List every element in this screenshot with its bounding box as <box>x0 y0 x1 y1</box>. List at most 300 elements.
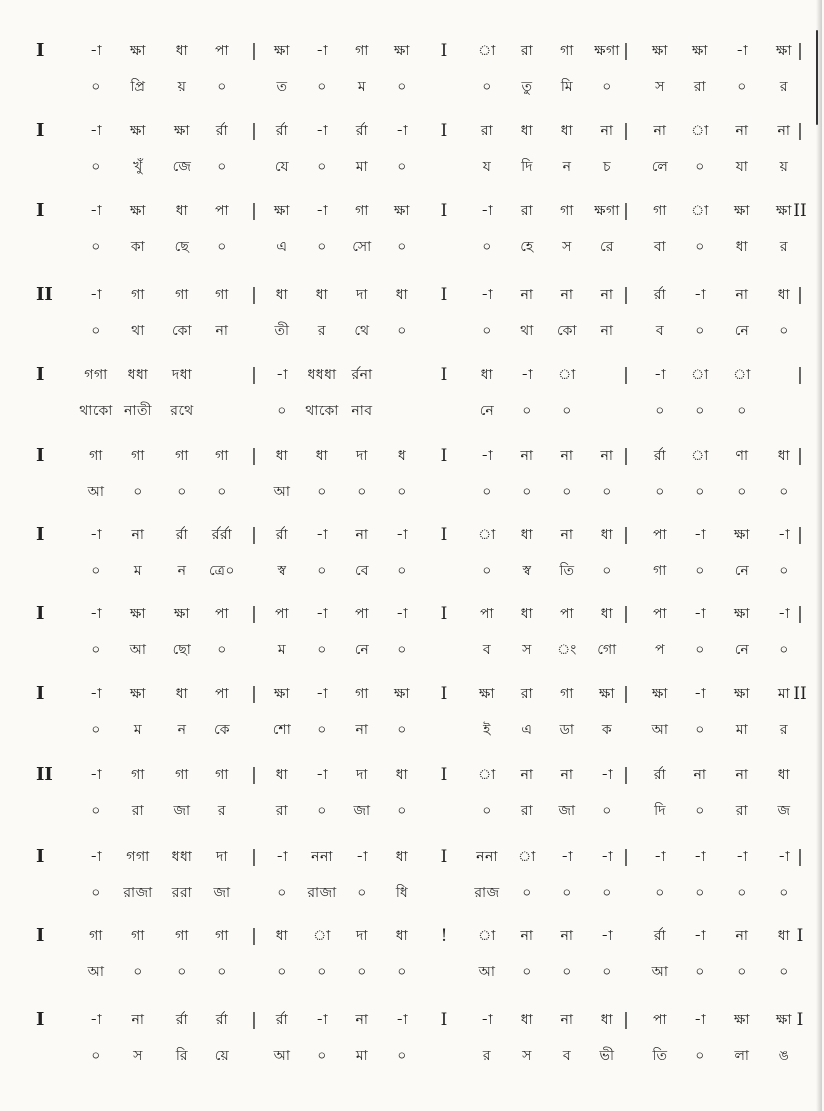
notation-line <box>0 601 824 671</box>
lyric-syllable: ০ <box>317 1048 327 1064</box>
notation-line <box>0 362 824 432</box>
lyric-syllable: থা <box>131 323 145 339</box>
lyric-syllable: ০ <box>737 885 747 901</box>
swara-note: পা <box>652 606 668 622</box>
notation-line <box>0 844 824 914</box>
lyric-row <box>0 479 824 505</box>
lyric-syllable: সো <box>352 239 372 255</box>
swara-note: রা <box>520 43 534 59</box>
lyric-syllable: তী <box>274 323 290 339</box>
bar-line: | <box>251 285 257 305</box>
swara-note: র্রা <box>215 1012 229 1028</box>
swara-note: ধা <box>275 767 289 783</box>
swara-note: না <box>560 527 574 543</box>
swara-note: -া <box>693 606 707 622</box>
lyric-syllable: ব <box>562 1048 572 1064</box>
lyric-syllable: আ <box>478 964 496 980</box>
swara-note: গা <box>175 448 189 464</box>
lyric-syllable: রা <box>275 803 289 819</box>
lyric-syllable: ০ <box>779 484 789 500</box>
swara-note: ধা <box>600 606 614 622</box>
swara-note: ধা <box>777 448 791 464</box>
swara-note: দধা <box>171 367 193 383</box>
lyric-syllable: ০ <box>602 563 612 579</box>
bar-line: I <box>440 525 448 545</box>
lyric-row <box>0 234 824 260</box>
bar-line: | <box>251 201 257 221</box>
line-start-mark: I <box>36 200 45 221</box>
swara-note: ক্ষা <box>394 203 410 219</box>
lyric-syllable: তি <box>559 563 575 579</box>
swara-note: রা <box>520 686 534 702</box>
lyric-syllable: ০ <box>357 964 367 980</box>
lyric-syllable: থা <box>520 323 534 339</box>
bar-line: | <box>623 847 629 867</box>
swara-note: গা <box>215 287 229 303</box>
lyric-syllable: রা <box>693 79 707 95</box>
swara-note: -া <box>777 849 791 865</box>
swara-note: ক্ষা <box>130 43 146 59</box>
swara-note: গগা <box>84 367 108 383</box>
line-start-mark: II <box>36 764 53 785</box>
swara-note: -া <box>693 849 707 865</box>
swara-note: না <box>355 1012 369 1028</box>
swara-note: না <box>600 123 614 139</box>
swara-note: ধা <box>395 287 409 303</box>
bar-line: | <box>797 847 803 867</box>
lyric-syllable: ০ <box>277 885 287 901</box>
swara-note: না <box>777 123 791 139</box>
swara-note: না <box>520 448 534 464</box>
lyric-syllable: ০ <box>317 642 327 658</box>
swara-note: গা <box>215 928 229 944</box>
lyric-syllable: র <box>779 239 789 255</box>
lyric-syllable: ০ <box>695 964 705 980</box>
swara-note: ক্ষা <box>652 43 668 59</box>
lyric-syllable: ০ <box>695 722 705 738</box>
lyric-syllable: ০ <box>397 722 407 738</box>
lyric-syllable: র <box>317 323 327 339</box>
lyric-syllable: ০ <box>602 803 612 819</box>
lyric-syllable: জা <box>213 885 231 901</box>
bar-line: | <box>251 365 257 385</box>
lyric-syllable: ম <box>277 642 287 658</box>
bar-line: | <box>623 285 629 305</box>
swara-note: রা <box>480 123 494 139</box>
notation-line <box>0 681 824 751</box>
swara-note: র্রা <box>275 1012 289 1028</box>
swara-note: ধা <box>175 43 189 59</box>
swara-note: -া <box>89 1012 103 1028</box>
lyric-syllable: ত্রে০ <box>208 563 236 579</box>
lyric-syllable: কা <box>130 239 146 255</box>
swara-note: গা <box>175 287 189 303</box>
lyric-syllable: লে <box>651 159 669 175</box>
lyric-syllable: ০ <box>737 484 747 500</box>
lyric-syllable: ০ <box>695 1048 705 1064</box>
swara-note: -া <box>89 123 103 139</box>
lyric-row <box>0 154 824 180</box>
lyric-syllable: ০ <box>317 159 327 175</box>
bar-line: | <box>797 285 803 305</box>
lyric-syllable: ০ <box>482 79 492 95</box>
swara-note: ধা <box>275 287 289 303</box>
lyric-syllable: জা <box>353 803 371 819</box>
swara-note: গগা <box>126 849 150 865</box>
lyric-row <box>0 717 824 743</box>
swara-note: ধা <box>175 203 189 219</box>
lyric-syllable: ০ <box>482 239 492 255</box>
bar-line: | <box>797 121 803 141</box>
swara-note: া <box>691 367 709 383</box>
bar-line: I <box>440 604 448 624</box>
swara-note: ধা <box>520 1012 534 1028</box>
swara-note: রা <box>520 203 534 219</box>
bar-line: I <box>796 926 804 946</box>
bar-line: | <box>251 926 257 946</box>
lyric-syllable: আ <box>651 964 669 980</box>
lyric-row <box>0 798 824 824</box>
lyric-syllable: ০ <box>562 484 572 500</box>
lyric-syllable: রাজ <box>474 885 500 901</box>
notation-line <box>0 118 824 188</box>
line-start-mark: I <box>36 120 45 141</box>
swara-note: -া <box>480 203 494 219</box>
swara-note: ননা <box>311 849 333 865</box>
lyric-syllable: কো <box>171 323 193 339</box>
lyric-syllable: আ <box>273 484 291 500</box>
swara-note: -া <box>89 43 103 59</box>
swara-note: না <box>735 928 749 944</box>
lyric-syllable: ০ <box>397 1048 407 1064</box>
lyric-syllable: ভী <box>599 1048 615 1064</box>
swara-note: ধধা <box>127 367 149 383</box>
swara-note: না <box>735 767 749 783</box>
swara-note: -া <box>315 686 329 702</box>
swara-note: দা <box>356 928 368 944</box>
lyric-syllable: রাজা <box>307 885 337 901</box>
swara-note: ধা <box>395 928 409 944</box>
swara-note: া <box>691 448 709 464</box>
lyric-syllable: ০ <box>779 323 789 339</box>
swara-note: না <box>355 527 369 543</box>
lyric-syllable: ০ <box>482 803 492 819</box>
swara-note: দা <box>356 287 368 303</box>
lyric-syllable: ০ <box>695 403 705 419</box>
lyric-syllable: ০ <box>91 803 101 819</box>
lyric-syllable: ০ <box>602 79 612 95</box>
lyric-syllable: ০ <box>562 964 572 980</box>
swara-note: র্রা <box>175 527 189 543</box>
swara-note: গা <box>89 928 103 944</box>
swara-note: পা <box>652 1012 668 1028</box>
swara-note: ধা <box>560 123 574 139</box>
lyric-syllable: ০ <box>317 484 327 500</box>
swara-note: না <box>520 767 534 783</box>
lyric-syllable: ০ <box>91 1048 101 1064</box>
swara-note: পা <box>559 606 575 622</box>
bar-line: | <box>623 684 629 704</box>
lyric-syllable: ০ <box>482 484 492 500</box>
lyric-syllable: শো <box>272 722 292 738</box>
lyric-syllable: ০ <box>695 885 705 901</box>
swara-note: না <box>600 448 614 464</box>
swara-note: গা <box>131 448 145 464</box>
lyric-syllable: ০ <box>91 642 101 658</box>
lyric-syllable: ০ <box>737 403 747 419</box>
lyric-syllable: আ <box>273 1048 291 1064</box>
swara-note: ক্ষা <box>130 686 146 702</box>
swara-row <box>0 923 824 949</box>
swara-note: র্রা <box>653 767 667 783</box>
lyric-syllable: তি <box>652 1048 668 1064</box>
lyric-syllable: য় <box>779 159 789 175</box>
bar-line: I <box>440 201 448 221</box>
lyric-syllable: স্ব <box>522 563 532 579</box>
lyric-syllable: এ <box>521 722 533 738</box>
lyric-row <box>0 880 824 906</box>
bar-line: | <box>251 121 257 141</box>
lyric-syllable: ০ <box>397 563 407 579</box>
lyric-syllable: য় <box>177 79 187 95</box>
bar-line: | <box>251 604 257 624</box>
notation-line <box>0 522 824 592</box>
swara-note: -া <box>395 527 409 543</box>
swara-note: গা <box>131 287 145 303</box>
swara-note: -া <box>89 203 103 219</box>
swara-row <box>0 362 824 388</box>
swara-note: ক্ষা <box>734 606 750 622</box>
lyric-syllable: নে <box>734 563 750 579</box>
swara-row <box>0 844 824 870</box>
swara-note: -া <box>600 767 614 783</box>
lyric-syllable: ০ <box>522 885 532 901</box>
lyric-syllable: দি <box>654 803 666 819</box>
notation-line <box>0 282 824 352</box>
lyric-syllable: ০ <box>695 563 705 579</box>
lyric-syllable: ০ <box>91 323 101 339</box>
lyric-syllable: ০ <box>737 79 747 95</box>
swara-note: ক্ষা <box>274 43 290 59</box>
swara-note: -া <box>315 606 329 622</box>
swara-note: ধধা <box>171 849 193 865</box>
lyric-syllable: না <box>355 722 369 738</box>
swara-note: -া <box>693 686 707 702</box>
lyric-syllable: নে <box>734 642 750 658</box>
swara-note: পা <box>274 606 290 622</box>
bar-line: | <box>797 446 803 466</box>
swara-note: ণা <box>735 448 749 464</box>
swara-note: র্রা <box>275 123 289 139</box>
lyric-syllable: ০ <box>655 885 665 901</box>
lyric-syllable: না <box>600 323 614 339</box>
lyric-syllable: ০ <box>91 563 101 579</box>
lyric-syllable: ০ <box>779 563 789 579</box>
swara-note: না <box>520 928 534 944</box>
swara-note: -া <box>275 367 289 383</box>
swara-note: র্রা <box>653 928 667 944</box>
swara-row <box>0 762 824 788</box>
lyric-syllable: খুঁ <box>133 159 143 175</box>
notation-line <box>0 443 824 513</box>
lyric-syllable: ছো <box>172 642 192 658</box>
lyric-syllable: ০ <box>397 803 407 819</box>
swara-note: ক্ষা <box>479 686 495 702</box>
lyric-syllable: য <box>482 159 492 175</box>
swara-note: পা <box>214 203 230 219</box>
bar-line: | <box>251 525 257 545</box>
line-start-mark: I <box>36 1009 45 1030</box>
lyric-syllable: রা <box>735 803 749 819</box>
swara-note: -া <box>315 767 329 783</box>
lyric-syllable: ং <box>557 642 577 658</box>
swara-row <box>0 601 824 627</box>
swara-note: পা <box>354 606 370 622</box>
lyric-syllable: স্ব <box>277 563 287 579</box>
lyric-syllable: ০ <box>562 885 572 901</box>
swara-note: না <box>131 1012 145 1028</box>
swara-note: দা <box>216 849 228 865</box>
bar-line: II <box>793 201 807 221</box>
swara-note: ক্ষা <box>394 686 410 702</box>
lyric-syllable: মা <box>355 1048 369 1064</box>
swara-note: গা <box>131 767 145 783</box>
lyric-syllable: ০ <box>695 642 705 658</box>
lyric-syllable: লা <box>734 1048 750 1064</box>
lyric-syllable: ০ <box>482 563 492 579</box>
swara-note: ক্ষা <box>734 527 750 543</box>
swara-note: ধধধা <box>307 367 337 383</box>
swara-note: ধা <box>777 767 791 783</box>
lyric-syllable: ০ <box>277 964 287 980</box>
bar-line: I <box>440 365 448 385</box>
lyric-syllable: রে <box>600 239 614 255</box>
bar-line: | <box>251 684 257 704</box>
swara-note: না <box>735 123 749 139</box>
lyric-syllable: ০ <box>91 79 101 95</box>
swara-note: ধা <box>395 767 409 783</box>
swara-note: র্রা <box>175 1012 189 1028</box>
notation-line <box>0 1007 824 1077</box>
lyric-syllable: ০ <box>91 159 101 175</box>
lyric-syllable: নাতী <box>124 403 152 419</box>
line-start-mark: I <box>36 364 45 385</box>
lyric-syllable: ০ <box>695 159 705 175</box>
lyric-syllable: র <box>482 1048 492 1064</box>
line-start-mark: I <box>36 524 45 545</box>
swara-note: ধা <box>777 928 791 944</box>
lyric-syllable: মা <box>355 159 369 175</box>
swara-note: -া <box>315 1012 329 1028</box>
lyric-syllable: ০ <box>695 484 705 500</box>
lyric-syllable: গা <box>653 563 667 579</box>
lyric-syllable: কে <box>214 722 230 738</box>
swara-note: গা <box>89 448 103 464</box>
lyric-syllable: জ <box>777 803 791 819</box>
swara-note: -া <box>89 287 103 303</box>
notation-line <box>0 923 824 993</box>
lyric-syllable: ০ <box>217 484 227 500</box>
swara-note: গা <box>175 928 189 944</box>
notation-line <box>0 38 824 108</box>
swara-note: -া <box>395 606 409 622</box>
swara-note: -া <box>395 123 409 139</box>
swara-note: ক্ষা <box>652 686 668 702</box>
lyric-syllable: ০ <box>217 964 227 980</box>
lyric-syllable: কো <box>556 323 578 339</box>
lyric-syllable: ০ <box>397 79 407 95</box>
bar-line: | <box>623 121 629 141</box>
lyric-syllable: ০ <box>317 803 327 819</box>
swara-row <box>0 443 824 469</box>
lyric-syllable: ০ <box>277 403 287 419</box>
lyric-syllable: জা <box>173 803 191 819</box>
swara-note: -া <box>315 43 329 59</box>
swara-note: -া <box>89 849 103 865</box>
lyric-syllable: হে <box>520 239 534 255</box>
lyric-syllable: ন <box>177 722 187 738</box>
swara-note: পা <box>214 606 230 622</box>
lyric-syllable: আ <box>129 642 147 658</box>
lyric-syllable: ছে <box>174 239 190 255</box>
swara-note: ক্ষা <box>734 686 750 702</box>
swara-note: -া <box>693 287 707 303</box>
lyric-syllable: থাকো <box>79 403 113 419</box>
lyric-syllable: ০ <box>317 563 327 579</box>
lyric-syllable: তু <box>521 79 533 95</box>
swara-note: া <box>558 367 576 383</box>
swara-note: ধা <box>520 123 534 139</box>
bar-line: | <box>251 41 257 61</box>
lyric-syllable: স <box>522 1048 532 1064</box>
swara-note: র্রা <box>215 123 229 139</box>
lyric-syllable: ডা <box>559 722 575 738</box>
swara-note: গা <box>215 767 229 783</box>
swara-note: ক্ষগা <box>594 203 620 219</box>
swara-note: না <box>560 1012 574 1028</box>
lyric-syllable: ০ <box>217 642 227 658</box>
lyric-row <box>0 74 824 100</box>
swara-note: না <box>520 287 534 303</box>
lyric-syllable: ০ <box>217 159 227 175</box>
notation-line <box>0 198 824 268</box>
swara-note: ধা <box>275 448 289 464</box>
lyric-row <box>0 558 824 584</box>
swara-note: ধা <box>315 287 329 303</box>
lyric-syllable: প <box>654 642 666 658</box>
bar-line: I <box>440 446 448 466</box>
line-start-mark: I <box>36 445 45 466</box>
lyric-syllable: ০ <box>779 642 789 658</box>
lyric-syllable: থাকো <box>305 403 339 419</box>
bar-line: | <box>623 41 629 61</box>
lyric-syllable: ঙ <box>778 1048 790 1064</box>
swara-note: া <box>518 849 536 865</box>
lyric-syllable: রা <box>131 803 145 819</box>
lyric-syllable: চ <box>602 159 612 175</box>
lyric-syllable: দি <box>521 159 533 175</box>
swara-note: দা <box>356 767 368 783</box>
lyric-syllable: ০ <box>779 885 789 901</box>
lyric-syllable: ধি <box>395 885 409 901</box>
swara-note: ক্ষা <box>599 686 615 702</box>
swara-note: ধা <box>175 686 189 702</box>
swara-note: ক্ষা <box>174 123 190 139</box>
lyric-syllable: ০ <box>655 403 665 419</box>
swara-note: না <box>560 448 574 464</box>
lyric-syllable: য়ে <box>214 1048 230 1064</box>
lyric-syllable: ই <box>483 722 491 738</box>
